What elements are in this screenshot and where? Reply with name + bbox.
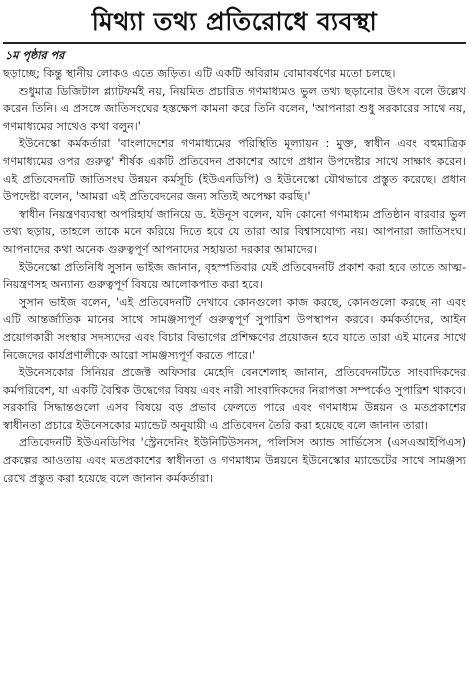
article-paragraph: সুসান ভাইজ বলেন, 'এই প্রতিবেদনটি দেখাবে কোনগুলো কাজ করছে, কোনগুলো করছে না এবং এটি আন্তর্জাতিক মানের সাথে সামঞ্জস্যপূর্ণ গুরুত্বপূর্ণ সুপারিশ উপস্থাপন করবে। কর্মকর্তাদের, আইন প্রয়োগকারী সংস্থার সদস্যদের এবং বিচার বিভাগের প্রশিক্ষণের প্রয়োজন হবে যাতে তারা এই মানের সাথে নিজেদের কার্যপ্রণালীকে আরো সামঞ্জস্যপূর্ণ করতে পারে।' [3,295,466,362]
article-paragraph: ছড়াচ্ছে; কিন্তু স্থানীয় লোকও এতে জড়িত। এটি একটি অবিরাম বোমাবর্ষণের মতো চলছে। [3,67,396,80]
article-paragraph: ইউনেসকোর সিনিয়র প্রজেক্ট অফিসার মেহেদি বেনশেলাহ জানান, প্রতিবেদনটিতে সাংবাদিকদের কর্মপরিবেশ, যা একটি বৈশ্বিক উদ্বেগের বিষয় এবং নারী সাংবাদিকদের নিরাপত্তা সম্পর্কেও সুপারিশ থাকবে। সরকারি সিদ্ধান্তগুলো এসব বিষয়ে বড় প্রভাব ফেলতে পারে এবং গণমাধ্যম উন্নয়ন ও মতপ্রকাশের স্বাধীনতা প্রচারে ইউনেসকোর ম্যান্ডেট অনুযায়ী এ প্রতিবেদন তৈরি করা হয়েছে বলে জানান তারা। [3,366,466,432]
continued-from-label: ১ম পৃষ্ঠার পর [5,49,65,62]
headline-divider [3,42,466,44]
article-paragraph: ইউনেস্কো প্রতিনিধি সুসান ভাইজ জানান, বৃহস্পতিবার যেই প্রতিবেদনটি প্রকাশ করা হবে তাতে আত্ম-নিয়ন্ত্রণসহ অন্যান্য গুরুত্বপূর্ণ বিষয়ে আলোকপাত করা হবে। [3,260,466,292]
article-paragraph: প্রতিবেদনটি ইউএনডিপির 'স্ট্রেনদেনিং ইউনিটিউসনস, পলিসিস অ্যান্ড সার্ভিসেস (এসএআইপিএস) প্রকল্পের আওতায় এবং মতপ্রকাশের স্বাধীনতা ও গণমাধ্যম উন্নয়নে ইউনেস্কোর ম্যান্ডেটের সাথে সামঞ্জস্য রেখে প্রস্তুত করা হয়েছে বলে জানান কর্মকর্তারা। [3,436,466,485]
article-body [3,65,466,487]
article-paragraph: ইউনেস্কো কর্মকর্তারা 'বাংলাদেশের গণমাধ্যমের পরিস্থিতি মূল্যায়ন : মুক্ত, স্বাধীন এবং বহুমাত্রিক গণমাধ্যমের ওপর গুরুত্ব' শীর্ষক একটি প্রতিবেদন প্রকাশের আগে প্রধান উপদেষ্টার সাথে সাক্ষাৎ করেন। এই প্রতিবেদনটি জাতিসংঘ উন্নয়ন কর্মসূচি (ইউএনডিপি) ও ইউনেস্কো যৌথভাবে প্রস্তুত করেছে। প্রধান উপদেষ্টা বলেন, 'আমরা এই প্রতিবেদনের জন্য সত্যিই অপেক্ষা করছি।' [3,137,466,204]
article-paragraph: স্বাধীন নিয়ন্ত্রণব্যবস্থা অপরিহার্য জানিয়ে ড. ইউনূস বলেন, যদি কোনো গণমাধ্যম প্রতিষ্ঠান বারবার ভুল তথ্য ছড়ায়, তাহলে তাকে মনে করিয়ে দিতে হবে যে তারা আর বিশ্বাসযোগ্য নয়। আপনারা জাতিসংঘ। আপনাদের কথা অনেক গুরুত্বপূর্ণ আপনাদের সহায়তা দরকার আমাদের। [3,207,466,256]
headline: মিথ্যা তথ্য প্রতিরোধে ব্যবস্থা [91,7,378,36]
article-paragraph: শুধুমাত্র ডিজিটাল প্ল্যাটফর্মই নয়, নিয়মিত প্রচারিত গণমাধ্যমও ভুল তথ্য ছড়ানোর উৎস বলে উল্লেখ করেন তিনি। এ প্রসঙ্গে জাতিসংঘের হস্তক্ষেপ কামনা করে তিনি বলেন, 'আপনারা শুধু সরকারের সাথে নয়, গণমাধ্যমের সাথেও কথা বলুন।' [3,84,466,133]
